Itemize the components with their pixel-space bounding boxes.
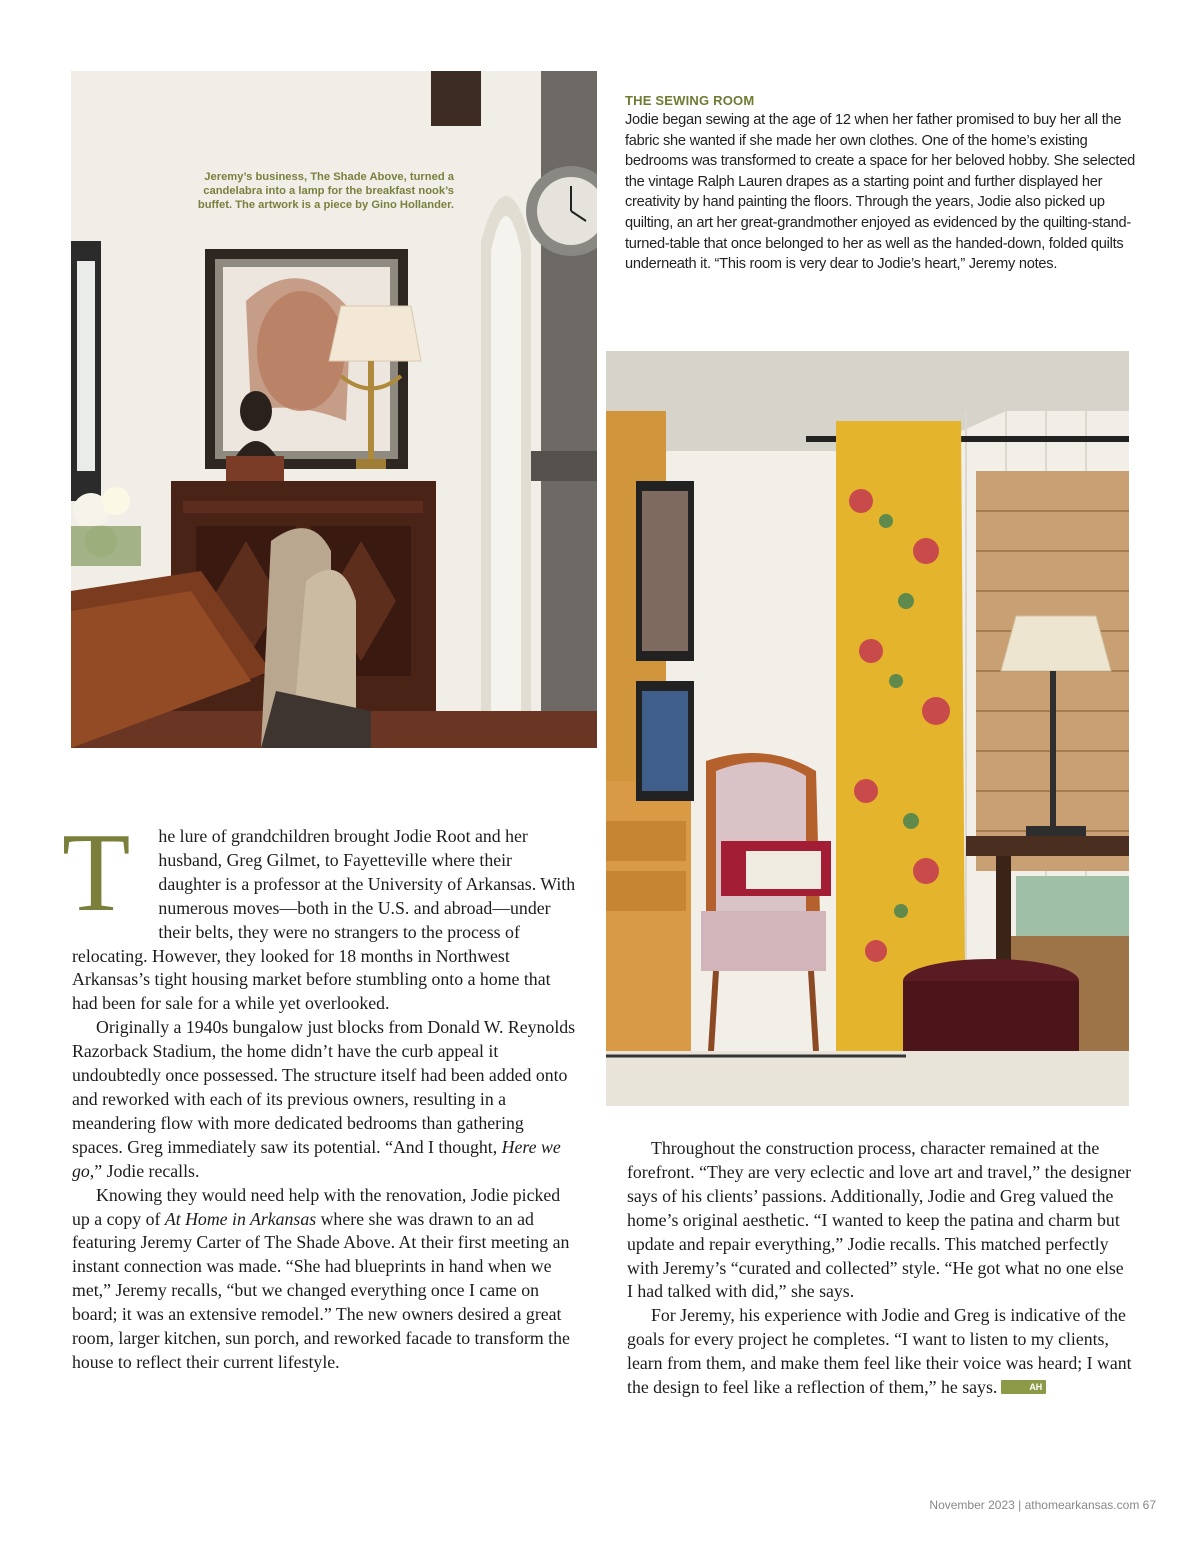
article-paragraph-2 <box>72 1016 576 1183</box>
photo-caption: Jeremy’s business, The Shade Above, turned a candelabra into a lamp for the breakfast nook’s buffet. The artwork is a piece by Gino Hollander. <box>197 171 454 212</box>
sidebar-body: Jodie began sewing at the age of 12 when her father promised to buy her all the fabric she wanted if she made her own clothes. One of the home’s existing bedrooms was transformed to create a space for her beloved hobby. She selected the vintage Ralph Lauren drapes as a starting point and further displayed her creativity by hand painting the floors. Through the years, Jodie also picked up quilting, an art her great-grandmother enjoyed as evidenced by the quilting-stand-turned-table that once belonged to her as well as the handed-down, folded quilts underneath it. “This room is very dear to Jodie’s heart,” Jeremy notes. <box>625 112 1135 273</box>
article-paragraph-4: Throughout the construction process, character remained at the forefront. “They are very eclectic and love art and travel,” the designer says of his clients’ passions. Additionally, Jodie and Greg valued the home’s original aesthetic. “I wanted to keep the patina and charm but update and repair everything,” Jodie recalls. This matched perfectly with Jeremy’s “curated and collected” style. “He got what no one else I had talked with did,” she says. <box>627 1138 1132 1302</box>
magazine-title: At Home in Arkansas <box>164 1208 317 1229</box>
sewing-room-photo <box>606 351 1129 1106</box>
article-column-left <box>62 811 576 1375</box>
paragraph-3-text: Knowing they would need help with the renovation, Jodie picked up a copy of <box>72 1184 561 1229</box>
sidebar-heading: THE SEWING ROOM <box>625 93 755 108</box>
breakfast-nook-photo <box>71 71 597 748</box>
paragraph-5-text: For Jeremy, his experience with Jodie and Greg is indicative of the goals for every project he completes. “I want to listen to my clients, learn from them, and make them feel like their voice was heard; I want the design to feel like a reflection of them,” he says. <box>627 1305 1132 1398</box>
paragraph-3-end: where she was drawn to an ad featuring Jeremy Carter of The Shade Above. At their first meeting an instant connection was made. “She had blueprints in hand when we met,” Jeremy recalls, “but we changed everything once I came on board; it was an extensive remodel.” The new owners desired a great room, larger kitchen, sun porch, and reworked facade to transform the house to reflect their current lifestyle. <box>72 1208 570 1372</box>
page-footer: November 2023 | athomearkansas.com 67 <box>929 1498 1156 1512</box>
sewing-room-illustration <box>606 351 1129 1106</box>
paragraph-2-text: Originally a 1940s bungalow just blocks from Donald W. Reynolds Razorback Stadium, the home didn’t have the curb appeal it undoubtedly once possessed. The structure itself had been added onto and reworked with each of its previous owners, resulting in a meandering flow with more dedicated bedrooms than gathering spaces. Greg immediately saw its potential. “And I thought, <box>72 1017 576 1157</box>
end-mark-icon: AH <box>1001 1380 1046 1394</box>
article-column-right <box>627 1137 1132 1400</box>
article-paragraph-3 <box>72 1184 576 1375</box>
article-paragraph-1 <box>62 811 576 1016</box>
sewing-room-sidebar <box>625 92 1135 275</box>
paragraph-2-end: ,” Jodie recalls. <box>89 1160 200 1181</box>
paragraph-1-text: he lure of grandchildren brought Jodie Root and her husband, Greg Gilmet, to Fayetteville where their daughter is a professor at the University of Arkansas. With numerous moves—both in the U.S. and abroad—under their belts, they were no strangers to the process of relocating. However, they looked for 18 months in Northwest Arkansas’s tight housing market before stumbling onto a home that had been for sale for a while yet overlooked. <box>72 826 576 1014</box>
article-paragraph-5 <box>627 1304 1132 1400</box>
paragraph-2-italic: Here we go <box>72 1136 561 1181</box>
drop-cap: T <box>62 811 131 935</box>
